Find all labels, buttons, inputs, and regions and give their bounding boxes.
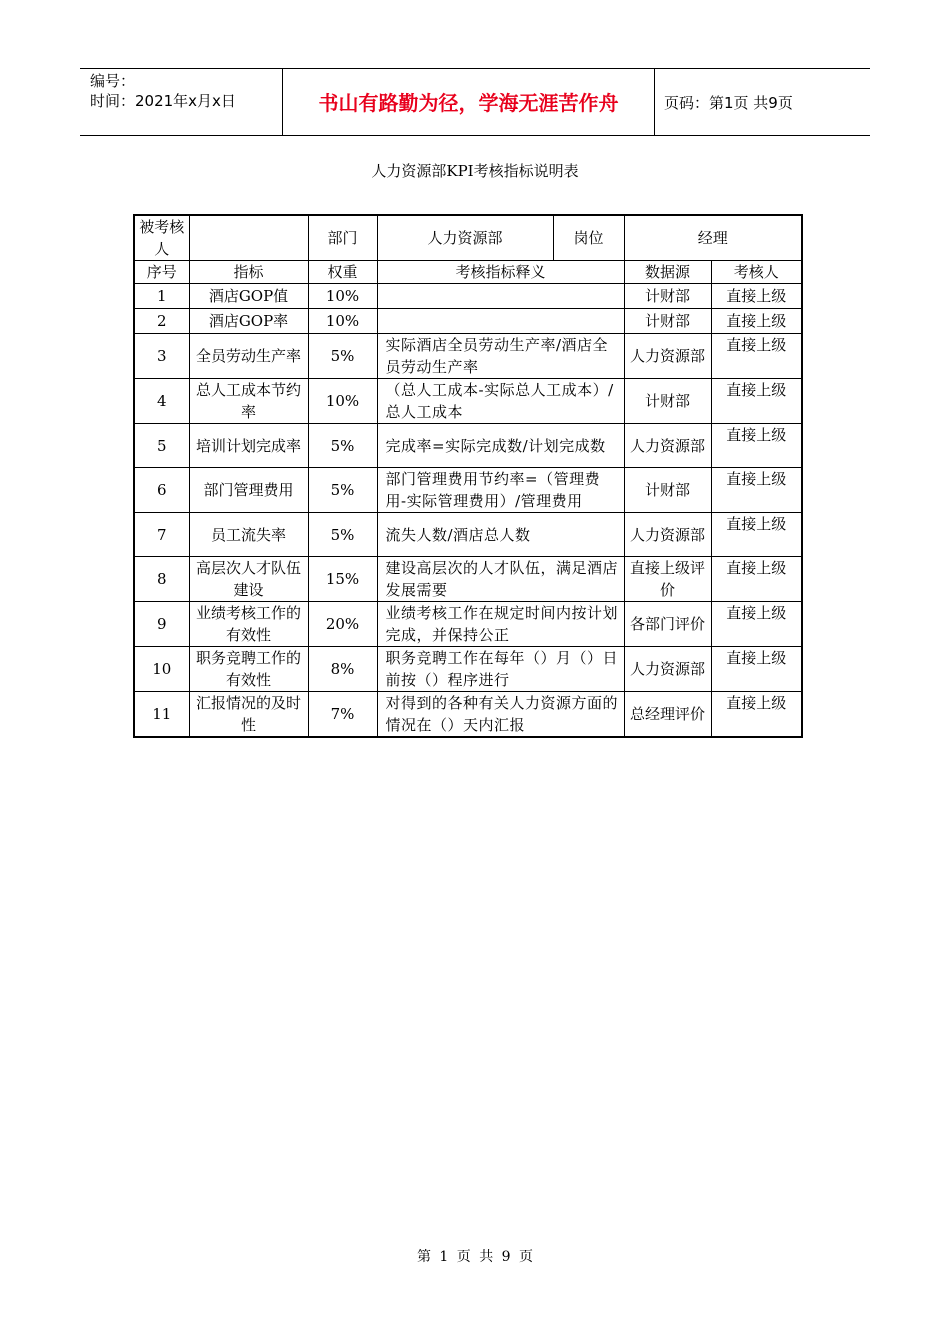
table-header-row xyxy=(134,261,802,284)
description-cell xyxy=(377,309,624,334)
indicator-cell: 业绩考核工作的有效性 xyxy=(189,602,308,647)
table-row xyxy=(134,334,802,379)
assessor-cell: 直接上级 xyxy=(711,692,802,738)
indicator-cell: 培训计划完成率 xyxy=(189,424,308,468)
description-cell: 对得到的各种有关人力资源方面的情况在（）天内汇报 xyxy=(377,692,624,738)
table-row xyxy=(134,309,802,334)
header-meta xyxy=(90,71,236,111)
weight-cell: 8% xyxy=(308,647,377,692)
column-header: 考核人 xyxy=(711,261,802,284)
row-number: 3 xyxy=(134,334,189,379)
row-number: 1 xyxy=(134,284,189,309)
description-cell: 部门管理费用节约率=（管理费用-实际管理费用）/管理费用 xyxy=(377,468,624,513)
row-number: 9 xyxy=(134,602,189,647)
source-cell: 计财部 xyxy=(624,379,711,424)
assessor-cell: 直接上级 xyxy=(711,557,802,602)
assessor-cell: 直接上级 xyxy=(711,424,802,468)
page-footer: 第 1 页 共 9 页 xyxy=(416,1249,534,1265)
row-number: 2 xyxy=(134,309,189,334)
source-cell: 计财部 xyxy=(624,284,711,309)
row-number: 8 xyxy=(134,557,189,602)
weight-cell: 20% xyxy=(308,602,377,647)
assessor-cell: 直接上级 xyxy=(711,647,802,692)
row-number: 10 xyxy=(134,647,189,692)
source-cell: 直接上级评价 xyxy=(624,557,711,602)
table-row xyxy=(134,557,802,602)
header-motto: 书山有路勤为径，学海无涯苦作舟 xyxy=(318,91,619,115)
row-number: 6 xyxy=(134,468,189,513)
assessee-label: 被考核人 xyxy=(134,215,189,261)
table-row xyxy=(134,284,802,309)
dept-value: 人力资源部 xyxy=(377,215,553,261)
description-cell: 业绩考核工作在规定时间内按计划完成，并保持公正 xyxy=(377,602,624,647)
weight-cell: 10% xyxy=(308,309,377,334)
kpi-table xyxy=(133,214,803,738)
source-cell: 人力资源部 xyxy=(624,647,711,692)
row-number: 5 xyxy=(134,424,189,468)
row-number: 7 xyxy=(134,513,189,557)
column-header: 考核指标释义 xyxy=(377,261,624,284)
table-row xyxy=(134,647,802,692)
row-number: 11 xyxy=(134,692,189,738)
document-title: 人力资源部KPI考核指标说明表 xyxy=(371,162,579,180)
assessor-cell: 直接上级 xyxy=(711,309,802,334)
source-cell: 人力资源部 xyxy=(624,513,711,557)
indicator-cell: 高层次人才队伍建设 xyxy=(189,557,308,602)
header-divider xyxy=(654,69,655,135)
page-info: 页码：第1页 共9页 xyxy=(664,94,793,112)
indicator-cell: 员工流失率 xyxy=(189,513,308,557)
table-row xyxy=(134,513,802,557)
table-row xyxy=(134,602,802,647)
description-cell: 实际酒店全员劳动生产率/酒店全员劳动生产率 xyxy=(377,334,624,379)
table-row xyxy=(134,692,802,738)
description-cell: 流失人数/酒店总人数 xyxy=(377,513,624,557)
table-top-row xyxy=(134,215,802,261)
column-header: 序号 xyxy=(134,261,189,284)
table-row xyxy=(134,468,802,513)
indicator-cell: 部门管理费用 xyxy=(189,468,308,513)
column-header: 权重 xyxy=(308,261,377,284)
weight-cell: 10% xyxy=(308,284,377,309)
column-header: 数据源 xyxy=(624,261,711,284)
source-cell: 计财部 xyxy=(624,468,711,513)
weight-cell: 15% xyxy=(308,557,377,602)
indicator-cell: 酒店GOP值 xyxy=(189,284,308,309)
row-number: 4 xyxy=(134,379,189,424)
assessor-cell: 直接上级 xyxy=(711,334,802,379)
column-header: 指标 xyxy=(189,261,308,284)
assessor-cell: 直接上级 xyxy=(711,602,802,647)
number-label: 编号： xyxy=(90,72,136,90)
indicator-cell: 全员劳动生产率 xyxy=(189,334,308,379)
description-cell xyxy=(377,284,624,309)
source-cell: 总经理评价 xyxy=(624,692,711,738)
post-label: 岗位 xyxy=(553,215,624,261)
post-value: 经理 xyxy=(624,215,802,261)
assessor-cell: 直接上级 xyxy=(711,513,802,557)
source-cell: 人力资源部 xyxy=(624,334,711,379)
source-cell: 人力资源部 xyxy=(624,424,711,468)
weight-cell: 5% xyxy=(308,513,377,557)
source-cell: 计财部 xyxy=(624,309,711,334)
description-cell: 职务竞聘工作在每年（）月（）日前按（）程序进行 xyxy=(377,647,624,692)
dept-label: 部门 xyxy=(308,215,377,261)
indicator-cell: 汇报情况的及时性 xyxy=(189,692,308,738)
assessor-cell: 直接上级 xyxy=(711,284,802,309)
description-cell: 完成率=实际完成数/计划完成数 xyxy=(377,424,624,468)
weight-cell: 10% xyxy=(308,379,377,424)
page-header xyxy=(80,68,870,136)
indicator-cell: 酒店GOP率 xyxy=(189,309,308,334)
time-label: 时间：2021年x月x日 xyxy=(90,92,236,110)
assessor-cell: 直接上级 xyxy=(711,379,802,424)
indicator-cell: 总人工成本节约率 xyxy=(189,379,308,424)
table-row xyxy=(134,424,802,468)
weight-cell: 5% xyxy=(308,334,377,379)
weight-cell: 7% xyxy=(308,692,377,738)
assessee-value xyxy=(189,215,308,261)
indicator-cell: 职务竞聘工作的有效性 xyxy=(189,647,308,692)
weight-cell: 5% xyxy=(308,424,377,468)
assessor-cell: 直接上级 xyxy=(711,468,802,513)
description-cell: 建设高层次的人才队伍，满足酒店发展需要 xyxy=(377,557,624,602)
source-cell: 各部门评价 xyxy=(624,602,711,647)
description-cell: （总人工成本-实际总人工成本）/总人工成本 xyxy=(377,379,624,424)
weight-cell: 5% xyxy=(308,468,377,513)
table-row xyxy=(134,379,802,424)
